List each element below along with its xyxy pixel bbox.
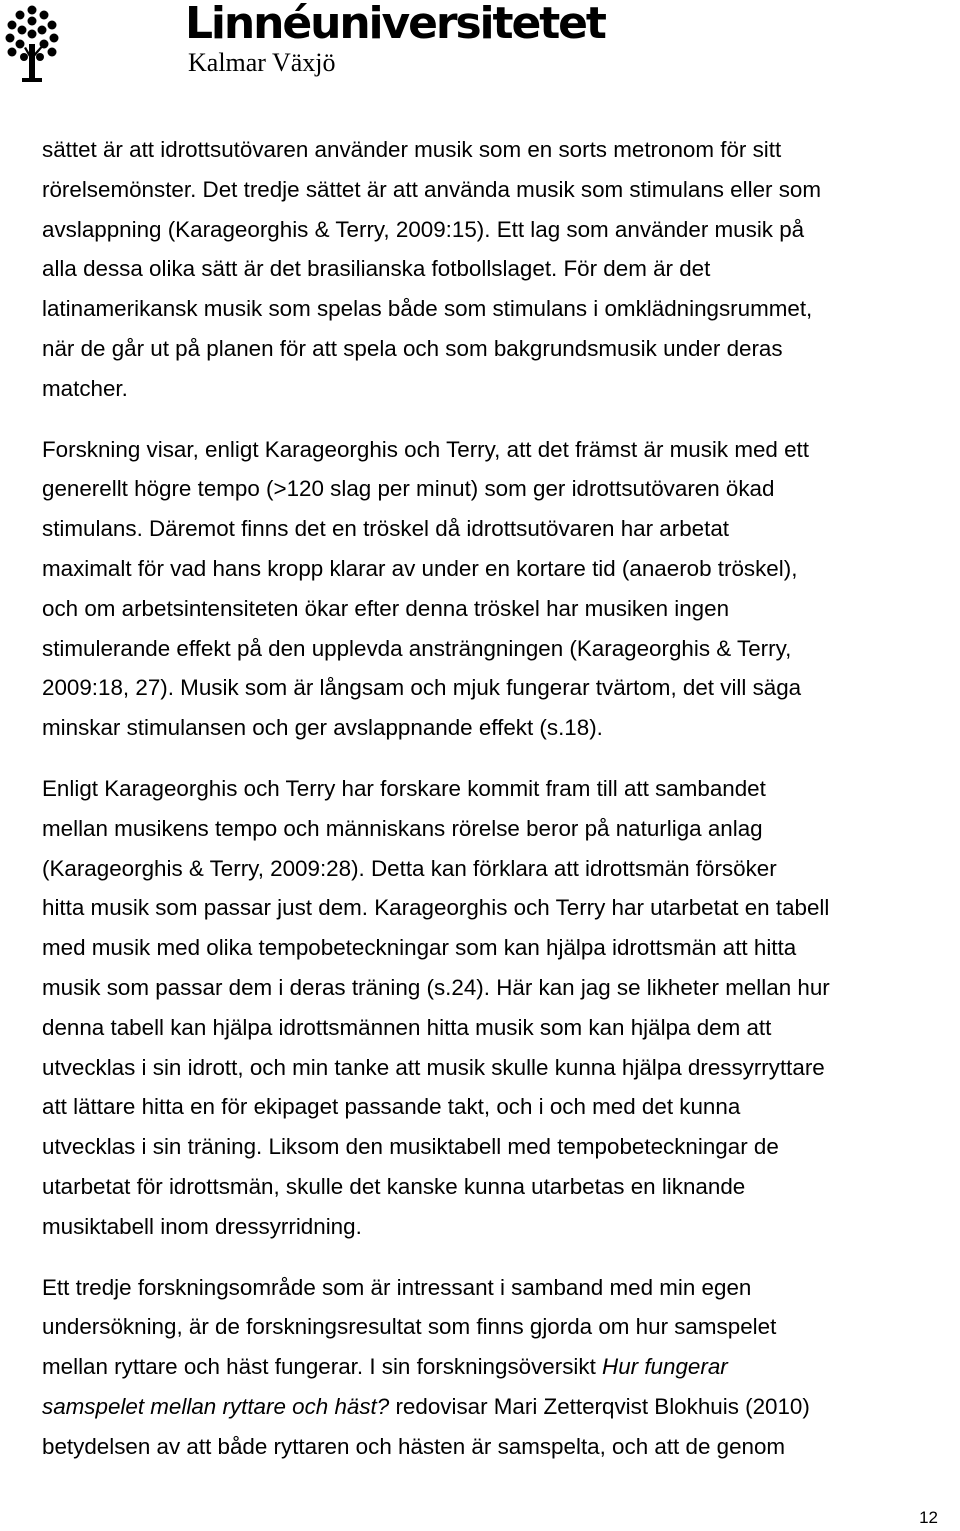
text-line: latinamerikansk musik som spelas både som stimulans i omklädningsrummet, (42, 296, 813, 322)
paragraph (42, 130, 960, 409)
cited-title: Hur fungerar (602, 1354, 728, 1380)
text-line: sättet är att idrottsutövaren använder musik som en sorts metronom för sitt (42, 137, 782, 162)
paragraph-spacer (42, 1247, 960, 1268)
cited-title: samspelet mellan ryttare och häst? (42, 1393, 390, 1419)
paragraph-spacer (42, 409, 960, 430)
tree-logo-icon (4, 4, 60, 84)
paragraph (42, 430, 960, 748)
text-line: Forskning visar, enligt Karageorghis och Terry, att det främst är musik med ett (42, 436, 809, 462)
text-run: mellan ryttare och häst fungerar. I sin forskningsöversikt (42, 1354, 603, 1380)
text-line: alla dessa olika sätt är det brasilianska fotbollslaget. För dem är det (42, 256, 711, 282)
text-line: musiktabell inom dressyrridning. (42, 1213, 362, 1239)
text-line: minskar stimulansen och ger avslappnande effekt (s.18). (42, 715, 603, 741)
university-campuses: Kalmar Växjö (188, 48, 336, 77)
text-line: med musik med olika tempobeteckningar som kan hjälpa idrottsmän att hitta (42, 935, 797, 961)
text-line: undersökning, är de forskningsresultat som finns gjorda om hur samspelet (42, 1314, 777, 1340)
text-line (42, 1347, 960, 1387)
text-line: Ett tredje forskningsområde som är intressant i samband med min egen (42, 1274, 752, 1300)
text-line: utarbetat för idrottsmän, skulle det kanske kunna utarbetas en liknande (42, 1173, 746, 1199)
text-line: (Karageorghis & Terry, 2009:28). Detta kan förklara att idrottsmän försöker (42, 855, 777, 881)
text-line: hitta musik som passar just dem. Karageorghis och Terry har utarbetat en tabell (42, 895, 830, 921)
paragraph (42, 769, 960, 1247)
paragraph-spacer (42, 748, 960, 769)
text-line: matcher. (42, 375, 128, 401)
text-line: rörelsemönster. Det tredje sättet är att använda musik som stimulans eller som (42, 176, 822, 202)
text-line: generellt högre tempo (>120 slag per minut) som ger idrottsutövaren ökad (42, 476, 775, 502)
text-line: utvecklas i sin idrott, och min tanke att musik skulle kunna hjälpa dressyrryttare (42, 1054, 825, 1080)
text-line: avslappning (Karageorghis & Terry, 2009:15). Ett lag som använder musik på (42, 216, 805, 242)
text-line: stimulans. Däremot finns det en tröskel då idrottsutövaren har arbetat (42, 516, 729, 542)
text-line: att lättare hitta en för ekipaget passande takt, och i och med det kunna (42, 1094, 741, 1120)
university-name: Linnéuniversitetet (185, 0, 605, 49)
text-run: redovisar Mari Zetterqvist Blokhuis (2010) (389, 1393, 810, 1419)
text-line: utvecklas i sin träning. Liksom den musiktabell med tempobeteckningar de (42, 1134, 779, 1160)
text-line: musik som passar dem i deras träning (s.24). Här kan jag se likheter mellan hur (42, 974, 830, 1000)
text-line: maximalt för vad hans kropp klarar av under en kortare tid (anaerob tröskel), (42, 555, 798, 581)
document-body (42, 130, 960, 1467)
text-line: Enligt Karageorghis och Terry har forskare kommit fram till att sambandet (42, 775, 766, 801)
text-line: stimulerande effekt på den upplevda ansträngningen (Karageorghis & Terry, (42, 635, 792, 661)
text-line: och om arbetsintensiteten ökar efter denna tröskel har musiken ingen (42, 595, 730, 621)
text-line: betydelsen av att både ryttaren och hästen är samspelta, och att de genom (42, 1433, 786, 1459)
paragraph (42, 1268, 960, 1467)
text-line: 2009:18, 27). Musik som är långsam och mjuk fungerar tvärtom, det vill säga (42, 675, 802, 701)
text-line: mellan musikens tempo och människans rörelse beror på naturliga anlag (42, 815, 763, 841)
university-logo (0, 0, 620, 90)
text-line (42, 1387, 960, 1427)
page-number: 12 (919, 1508, 938, 1527)
text-line: denna tabell kan hjälpa idrottsmännen hitta musik som kan hjälpa dem att (42, 1014, 772, 1040)
text-line: när de går ut på planen för att spela och som bakgrundsmusik under deras (42, 335, 783, 361)
